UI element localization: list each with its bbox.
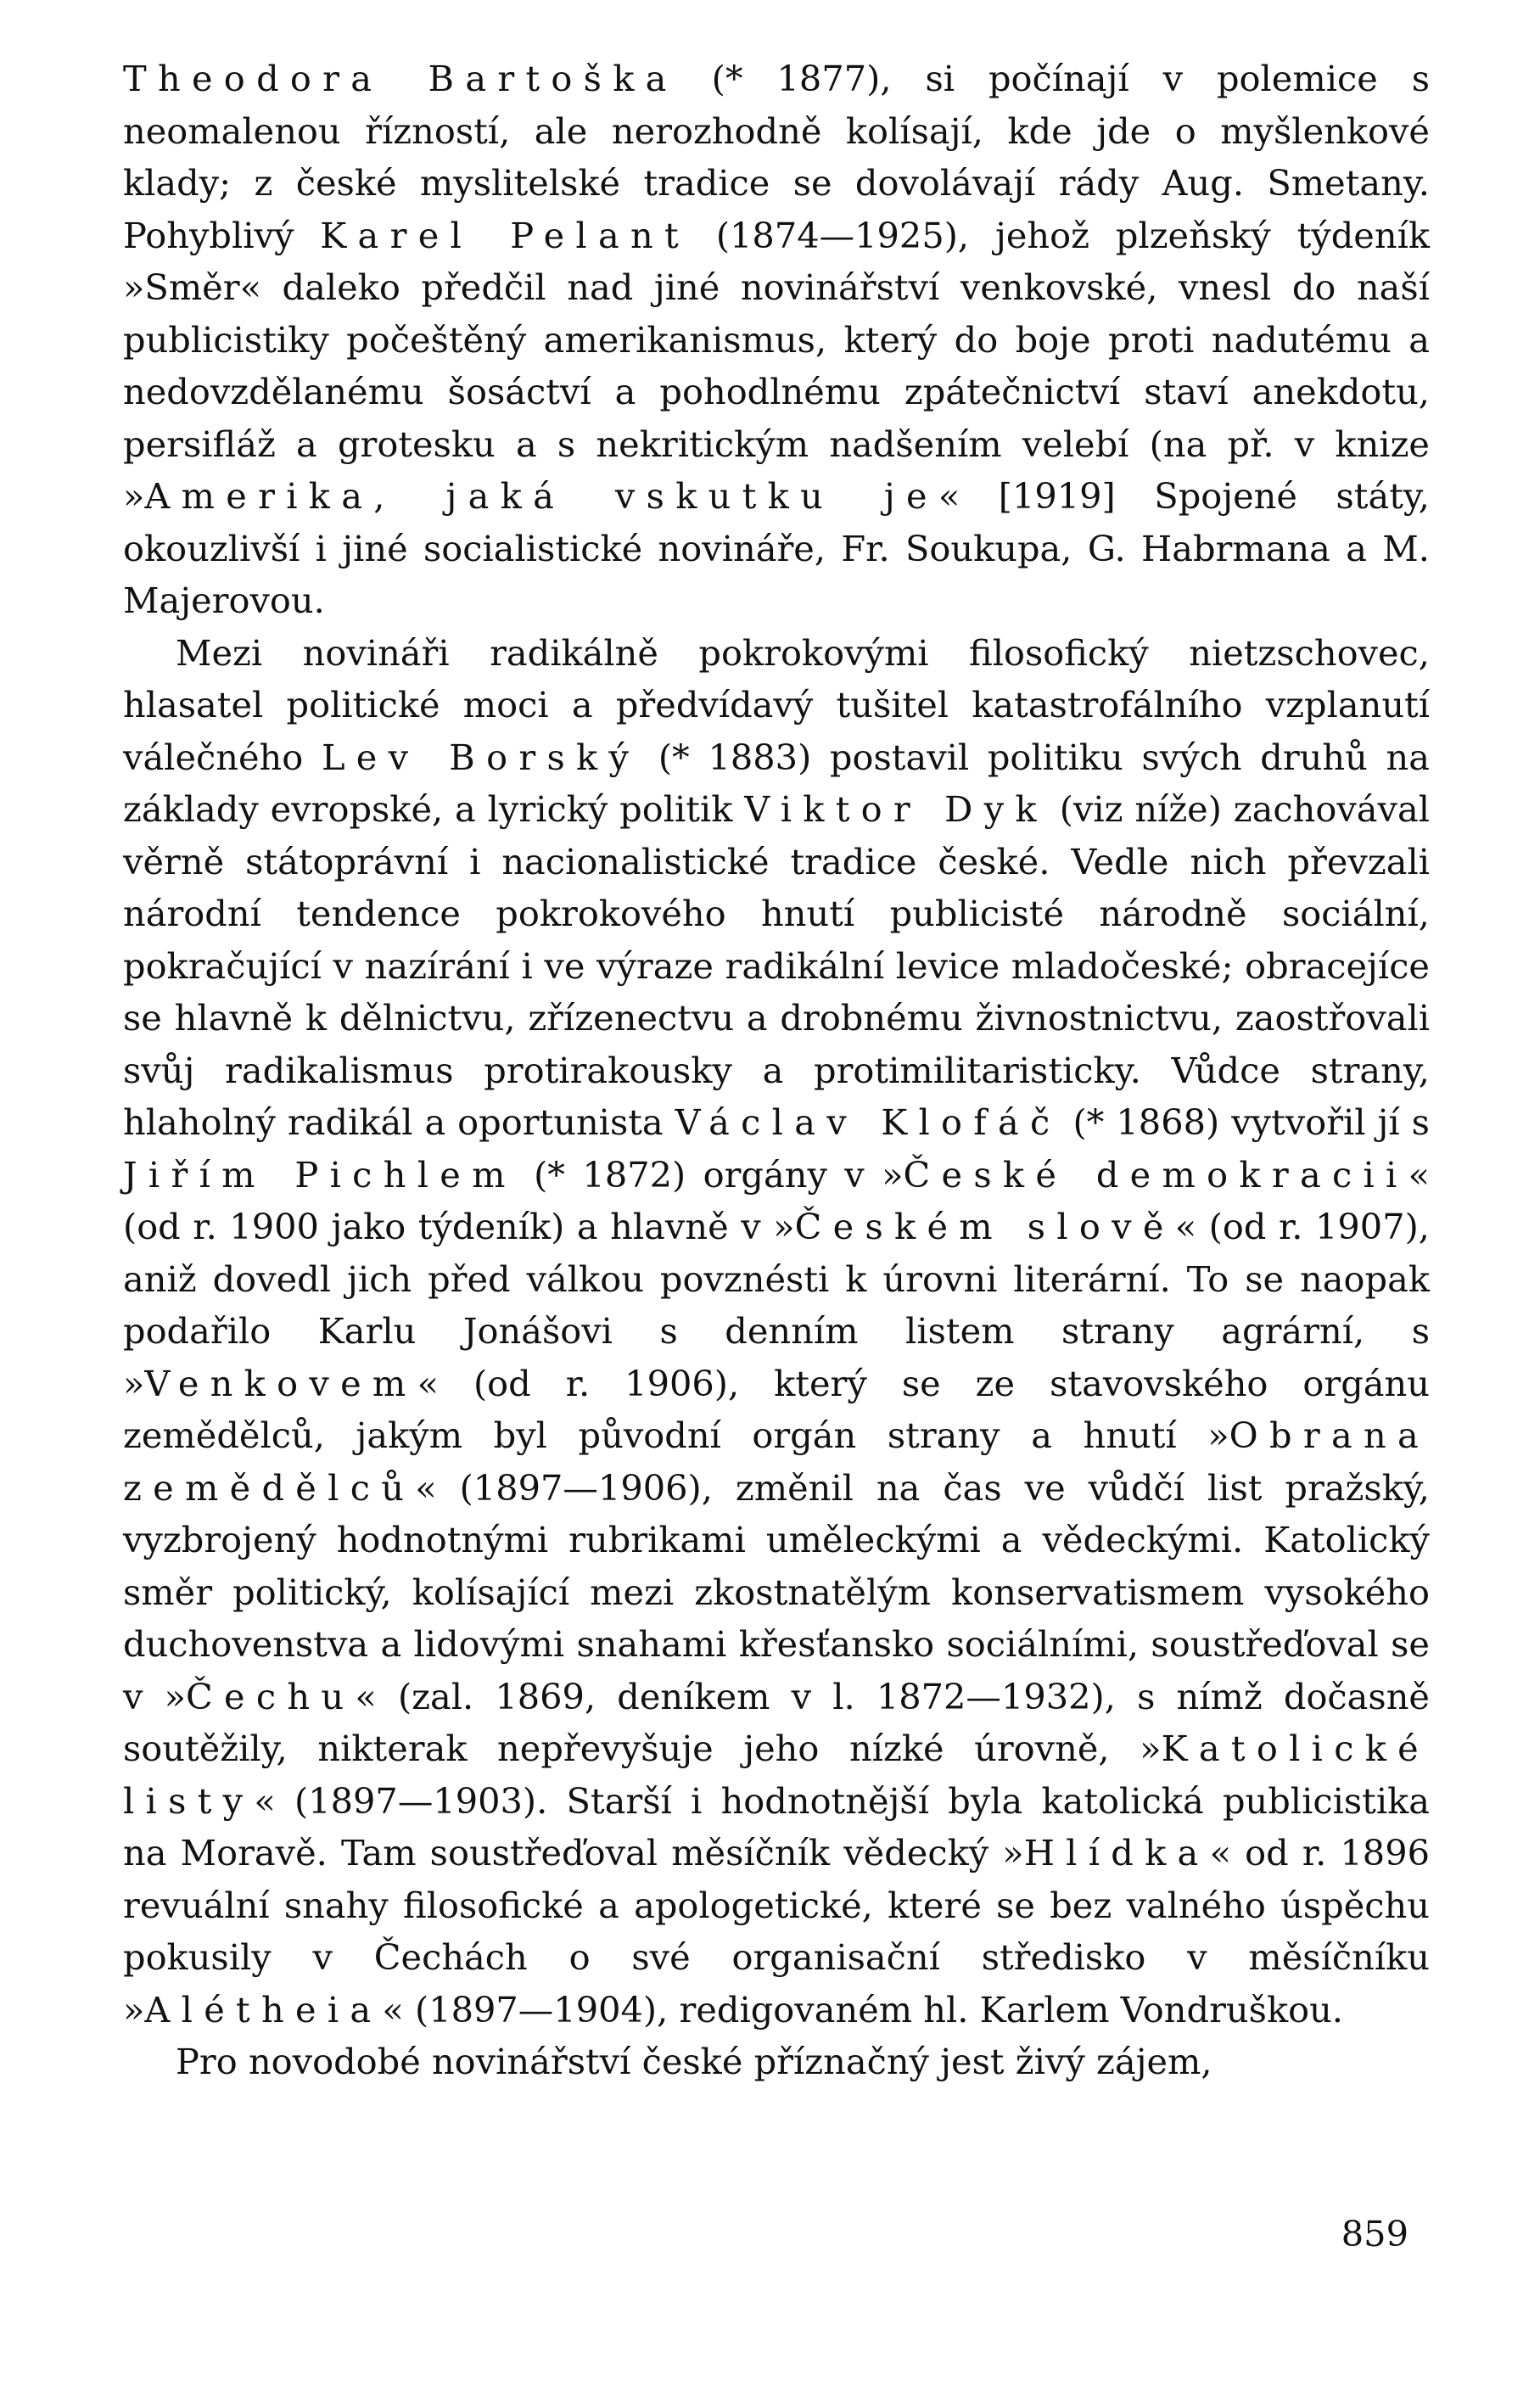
periodical-title: Katolické listy [123,1728,1430,1822]
text-run: « [1919] Spojené státy, okouzlivší i jiné socialistické novináře, Fr. Soukupa, G. Habrmana a M. Majerovou. [123,475,1430,621]
periodical-title: Obrana zemědělců [123,1414,1430,1509]
text-run: « (od r. 1906), který se ze stavovského orgánu zemědělců, jakým byl původní orgán strany a hnutí » [123,1362,1430,1456]
author-name: Karel Pelant [320,214,690,256]
text-run: Mezi novináři radikálně pokrokovými filosofický nietzschovec, hlasatel politické moci a předvídavý tušitel katastrofálního vzplanutí válečného [123,631,1430,778]
paragraph-2 [123,627,1430,2036]
text-run: « (1897—1906), změnil na čas ve vůdčí list pražský, vyzbrojený hodnotnými rubrikami uměleckými a vědeckými. Katolický směr politický, kolísající mezi zkostnatělým konservatismem vysokého duchovenstva a lidovými snahami křesťansko sociálními, soustřeďoval se v » [123,1466,1430,1717]
page-number: 859 [1341,2213,1408,2255]
author-name: Jiřím Pichlem [123,1153,517,1196]
periodical-title: Venkovem [144,1362,417,1404]
text-run: « (od r. 1907), aniž dovedl jich před válkou povznésti k úrovni literární. To se naopak podařilo Karlu Jonášovi s denním listem strany agrární, s » [123,1206,1430,1404]
text-run: « od r. 1896 revuální snahy filosofické a apologetické, které se bez valného úspěchu pokusily v Čechách o své organisační středisko v měsíčníku » [123,1832,1431,2031]
periodical-title: Čechu [185,1675,356,1717]
text-run: « (1897—1903). Starší i hodnotnější byla katolická publicistika na Moravě. Tam soustřeďoval měsíčník vědecký » [123,1779,1430,1874]
text-run: (* 1868) vytvořil jí s [1061,1101,1430,1143]
page-body [123,53,1430,2088]
author-name: Lev Borský [321,736,641,778]
book-title: Amerika, jaká vskutku je [144,475,938,517]
periodical-title: Alétheia [144,1988,383,2031]
text-run: (* 1872) orgány v » [516,1153,904,1196]
periodical-title: Českém slově [794,1206,1175,1247]
text-run: Pro novodobé novinářství české příznačný jest živý zájem, [176,2041,1212,2082]
periodical-title: Hlídka [1023,1832,1210,1874]
text-run: (* 1877), si počínají v polemice s neomalenou řízností, ale nerozhodně kolísají, kde jde o myšlenkové klady; z české myslitelské tradice se dovolávají rády Aug. Smetany. Pohyblivý [123,58,1431,256]
author-name: Theodora Bartoška [123,58,678,99]
text-run: « (zal. 1869, deníkem v l. 1872—1932), s nímž dočasně soutěžily, nikterak nepřevyšuje jeho nízké úrovně, » [123,1675,1430,1769]
periodical-title: České demokracii [903,1153,1408,1196]
text-run: « (od r. 1900 jako týdeník) a hlavně v » [123,1153,1431,1247]
author-name: Viktor Dyk [744,788,1048,830]
text-run: (viz níže) zachovával věrně státoprávní i nacionalistické tradice české. Vedle nich převzali národní tendence pokrokového hnutí publicisté národně sociální, pokračující v nazírání i ve výraze radikální levice mladočeské; obracejíce se hlavně k dělnictvu, zřízenectvu a drobnému živnostnictvu, zaostřovali svůj radikalismus protirakousky a protimilitaristicky. Vůdce strany, hlaholný radikál a oportunista [123,788,1430,1143]
author-name: Václav Klofáč [675,1101,1061,1143]
text-run: (* 1883) postavil politiku svých druhů na základy evropské, a lyrický politik [123,736,1430,830]
text-run: (1874—1925), jehož plzeňský týdeník »Směr« daleko předčil nad jiné novinářství venkovské, vnesl do naší publicistiky počeštěný amerikanismus, který do boje proti nadutému a nedovzdělanému šosáctví a pohodlnému zpátečnictví staví anekdotu, persifláž a grotesku a s nekritickým nadšením velebí (na př. v knize » [123,214,1430,517]
paragraph-1 [123,53,1430,627]
text-run: « (1897—1904), redigovaném hl. Karlem Vondruškou. [382,1988,1343,2031]
paragraph-3 [123,2036,1430,2088]
